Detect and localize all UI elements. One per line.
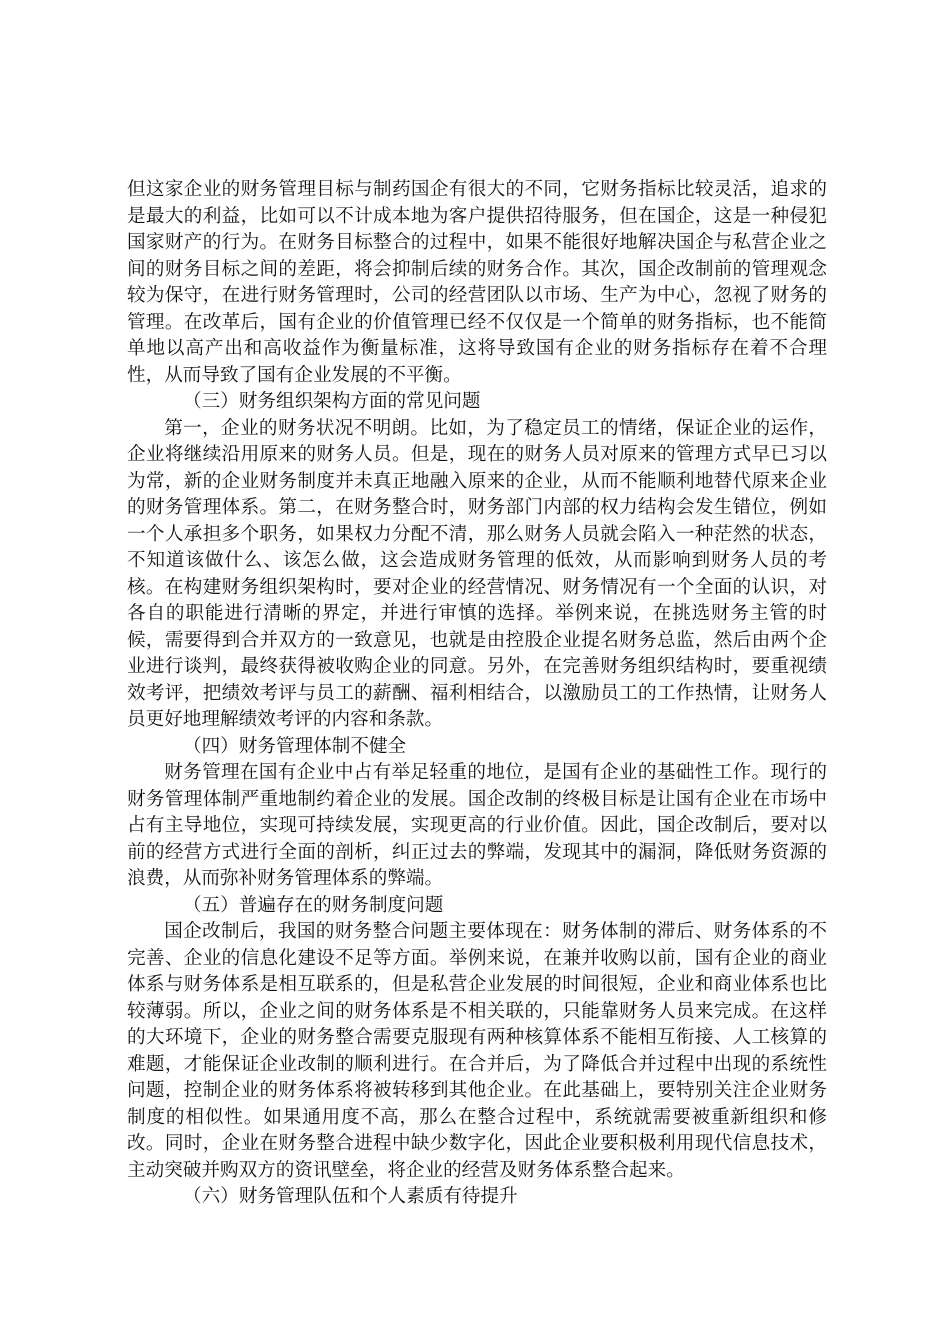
body-paragraph: 但这家企业的财务管理目标与制药国企有很大的不同，它财务指标比较灵活，追求的是最大的利益，比如可以不计成本地为客户提供招待服务，但在国企，这是一种侵犯国家财产的行为。在财务目标整合的过程中，如果不能很好地解决国企与私营企业之间的财务目标之间的差距，将会抑制后续的财务合作。其次，国企改制前的管理观念较为保守，在进行财务管理时，公司的经营团队以市场、生产为中心，忽视了财务的管理。在改革后，国有企业的价值管理已经不仅仅是一个简单的财务指标，也不能简单地以高产出和高收益作为衡量标准，这将导致国有企业的财务指标存在着不合理性，从而导致了国有企业发展的不平衡。 bbox=[127, 179, 827, 386]
document-body bbox=[127, 177, 827, 1211]
section-heading: （五）普遍存在的财务制度问题 bbox=[183, 894, 444, 916]
section-heading: （三）财务组织架构方面的常见问题 bbox=[183, 391, 481, 412]
body-paragraph: 第一，企业的财务状况不明朗。比如，为了稳定员工的情绪，保证企业的运作，企业将继续沿用原来的财务人员。但是，现在的财务人员对原来的管理方式早已习以为常，新的企业财务制度并未真正地融入原来的企业，从而不能顺利地替代原来企业的财务管理体系。第二，在财务整合时，财务部门内部的权力结构会发生错位，例如一个人承担多个职务，如果权力分配不清，那么财务人员就会陷入一种茫然的状态，不知道该做什么、该怎么做，这会造成财务管理的低效，从而影响到财务人员的考核。在构建财务组织架构时，要对企业的经营情况、财务情况有一个全面的认识，对各自的职能进行清晰的界定，并进行审慎的选择。举例来说，在挑选财务主管的时候，需要得到合并双方的一致意见，也就是由控股企业提名财务总监，然后由两个企业进行谈判，最终获得被收购企业的同意。另外，在完善财务组织结构时，要重视绩效考评，把绩效考评与员工的薪酬、福利相结合，以激励员工的工作热情，让财务人员更好地理解绩效考评的内容和条款。 bbox=[127, 417, 827, 730]
body-paragraph: 财务管理在国有企业中占有举足轻重的地位，是国有企业的基础性工作。现行的财务管理体制严重地制约着企业的发展。国企改制的终极目标是让国有企业在市场中占有主导地位，实现可持续发展，实现更高的行业价值。因此，国企改制后，要对以前的经营方式进行全面的剖析，纠正过去的弊端，发现其中的漏洞，降低财务资源的浪费，从而弥补财务管理体系的弊端。 bbox=[127, 762, 827, 889]
section-heading: （六）财务管理队伍和个人素质有待提升 bbox=[183, 1186, 518, 1207]
section-heading: （四）财务管理体制不健全 bbox=[183, 735, 407, 757]
body-paragraph: 国企改制后，我国的财务整合问题主要体现在：财务体制的滞后、财务体系的不完善、企业的信息化建设不足等方面。举例来说，在兼并收购以前，国有企业的商业体系与财务体系是相互联系的，但是私营企业发展的时间很短，企业和商业体系也比较薄弱。所以，企业之间的财务体系是不相关联的，只能靠财务人员来完成。在这样的大环境下，企业的财务整合需要克服现有两种核算体系不能相互衔接、人工核算的难题，才能保证企业改制的顺利进行。在合并后，为了降低合并过程中出现的系统性问题，控制企业的财务体系将被转移到其他企业。在此基础上，要特别关注企业财务制度的相似性。如果通用度不高，那么在整合过程中，系统就需要被重新组织和修改。同时，企业在财务整合进程中缺少数字化，因此企业要积极利用现代信息技术，主动突破并购双方的资讯壁垒，将企业的经营及财务体系整合起来。 bbox=[127, 921, 827, 1181]
